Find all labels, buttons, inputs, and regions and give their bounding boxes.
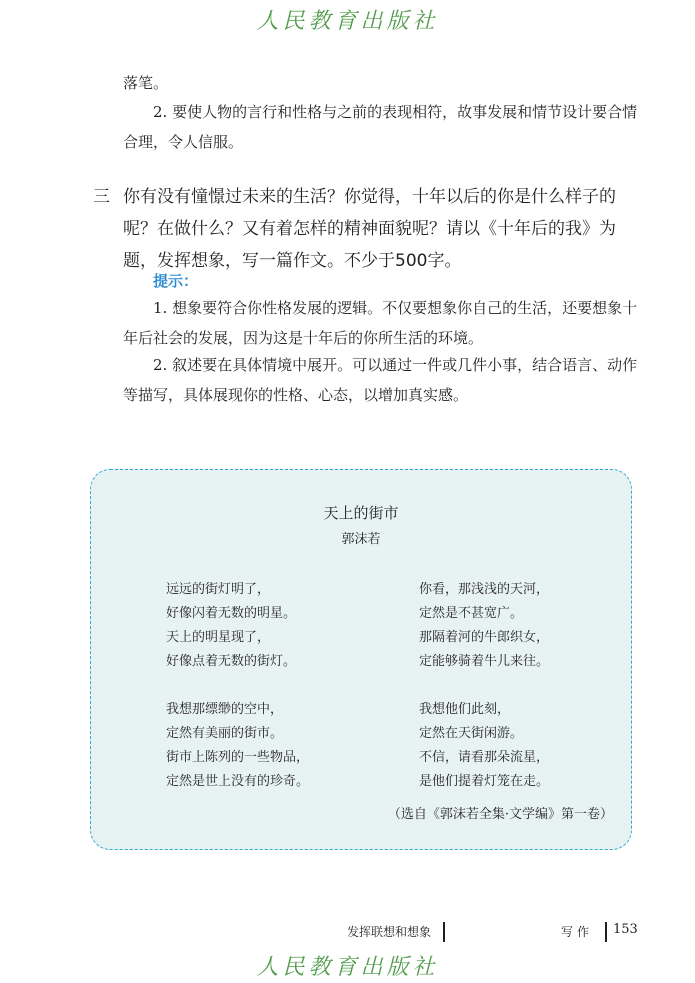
- poem-line: 天上的明星现了，: [166, 630, 271, 645]
- poem-line: 远远的街灯明了，: [166, 582, 271, 597]
- poem-line: 是他们提着灯笼在走。: [419, 774, 550, 789]
- footer-divider: [605, 922, 607, 942]
- hint-point-2: 2. 叙述要在具体情境中展开。可以通过一件或几件小事，结合语言、动作等描写，具体展现你的性格、心态，以增加真实感。: [123, 356, 638, 404]
- footer-divider: [443, 922, 445, 942]
- poem-line: 定然有美丽的街市。: [166, 726, 284, 741]
- poem-stanza-2: [419, 578, 549, 674]
- text-line-ending: 落笔。: [123, 74, 169, 92]
- publisher-logo-top: 人民教育出版社: [256, 9, 439, 34]
- poem-box: [90, 469, 632, 850]
- poem-line: 不信，请看那朵流星，: [419, 750, 550, 765]
- poem-title: 天上的街市: [323, 504, 399, 522]
- poem-line: 街市上陈列的一些物品，: [166, 750, 310, 765]
- poem-line: 好像点着无数的街灯。: [166, 654, 297, 669]
- poem-line: 定然是世上没有的珍奇。: [166, 774, 310, 789]
- page-number: 153: [613, 922, 638, 937]
- poem-line: 我想那缥缈的空中，: [166, 702, 284, 717]
- text-point-2: 2. 要使人物的言行和性格与之前的表现相符，故事发展和情节设计要合情合理，令人信服。: [123, 103, 638, 151]
- hint-label: 提示：: [153, 272, 199, 290]
- question-number: 三: [93, 187, 110, 207]
- question-text: 你有没有憧憬过未来的生活？你觉得，十年以后的你是什么样子的呢？在做什么？又有着怎样的精神面貌呢？请以《十年后的我》为题，发挥想象，写一篇作文。不少于500字。: [123, 187, 616, 271]
- poem-line: 我想他们此刻，: [419, 702, 511, 717]
- poem-stanza-4: [419, 698, 549, 794]
- poem-line: 定然在天街闲游。: [419, 726, 524, 741]
- poem-line: 那隔着河的牛郎织女，: [419, 630, 550, 645]
- poem-stanza-3: [166, 698, 309, 794]
- poem-stanza-1: [166, 578, 296, 674]
- hint-point-1: 1. 想象要符合你性格发展的逻辑。不仅要想象你自己的生活，还要想象十年后社会的发展，因为这是十年后的你所生活的环境。: [123, 299, 638, 347]
- poem-source: （选自《郭沫若全集·文学编》第一卷）: [387, 807, 613, 822]
- poem-author: 郭沫若: [341, 532, 381, 547]
- poem-line: 你看，那浅浅的天河，: [419, 582, 550, 597]
- poem-line: 好像闪着无数的明星。: [166, 606, 297, 621]
- publisher-logo-bottom: 人民教育出版社: [256, 955, 439, 980]
- footer-unit-title: 写作: [561, 925, 594, 939]
- poem-line: 定然是不甚宽广。: [419, 606, 524, 621]
- footer-section-title: 发挥联想和想象: [347, 925, 432, 939]
- poem-line: 定能够骑着牛儿来往。: [419, 654, 550, 669]
